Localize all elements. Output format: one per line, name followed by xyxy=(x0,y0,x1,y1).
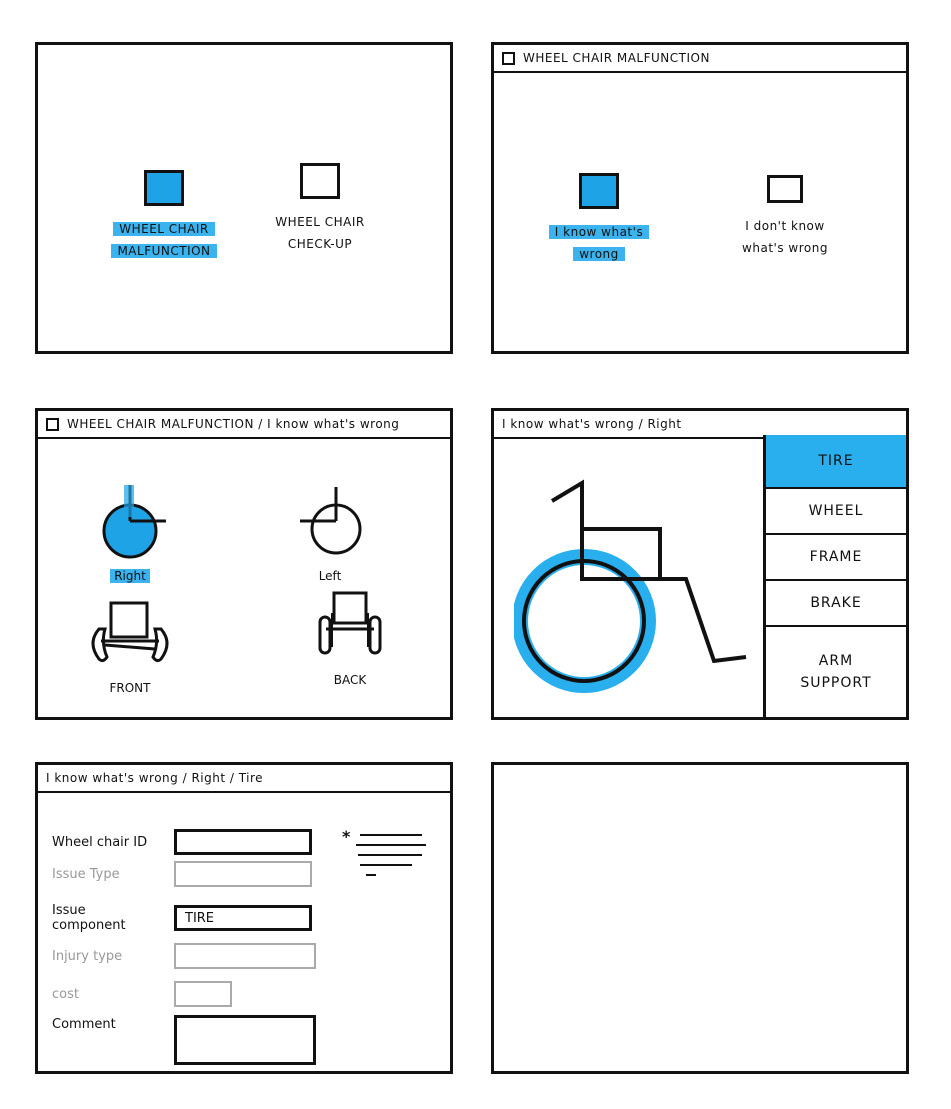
check-up-label-line2: CHECK-UP xyxy=(287,237,353,251)
view-right[interactable] xyxy=(80,481,180,584)
right-view-icon xyxy=(90,481,170,565)
panel-5-breadcrumb: I know what's wrong / Right / Tire xyxy=(46,771,264,785)
row-comment xyxy=(52,1015,316,1065)
panel-4-breadcrumb: I know what's wrong / Right xyxy=(502,417,682,431)
row-issue-type xyxy=(52,861,312,887)
know-checkbox[interactable] xyxy=(579,173,619,209)
panel-3-breadcrumb: WHEEL CHAIR MALFUNCTION / I know what's wrong xyxy=(67,417,400,431)
header-checkbox-icon[interactable] xyxy=(46,418,59,431)
row-wheel-chair-id xyxy=(52,829,312,855)
left-view-icon xyxy=(290,481,370,565)
know-label-line2: wrong xyxy=(573,247,625,261)
view-back-label: BACK xyxy=(333,673,367,687)
check-up-checkbox[interactable] xyxy=(300,163,340,199)
panel-3-views xyxy=(35,408,453,720)
panel-2-breadcrumb: WHEEL CHAIR MALFUNCTION xyxy=(523,51,710,65)
row-cost xyxy=(52,981,232,1007)
malfunction-checkbox[interactable] xyxy=(144,170,184,206)
malfunction-label-line1: WHEEL CHAIR xyxy=(113,222,215,236)
arm-support-line1: ARM xyxy=(818,653,854,669)
comment-label: Comment xyxy=(52,1017,116,1032)
panel-3-header xyxy=(38,411,450,439)
notes-lines-icon xyxy=(352,831,432,881)
row-injury-type xyxy=(52,943,316,969)
comment-textarea[interactable] xyxy=(174,1015,316,1065)
issue-component-label-line2: component xyxy=(52,918,126,933)
option-wheel-chair-malfunction[interactable] xyxy=(104,170,224,262)
view-back[interactable] xyxy=(300,589,400,688)
know-label-line1: I know what's xyxy=(549,225,649,239)
panel-5-form xyxy=(35,762,453,1074)
cost-label: cost xyxy=(52,986,79,1002)
view-left[interactable] xyxy=(280,481,380,584)
issue-component-input[interactable]: TIRE xyxy=(174,905,312,931)
header-checkbox-icon[interactable] xyxy=(502,52,515,65)
issue-type-label: Issue Type xyxy=(52,866,120,882)
panel-5-header xyxy=(38,765,450,793)
panel-2-header xyxy=(494,45,906,73)
dont-know-label-line2: what's wrong xyxy=(742,241,828,255)
row-issue-component xyxy=(52,903,312,933)
menu-item-arm-support[interactable] xyxy=(766,627,906,717)
front-view-icon xyxy=(85,597,175,677)
back-view-icon xyxy=(310,589,390,669)
arm-support-line2: SUPPORT xyxy=(800,675,872,691)
option-dont-know-whats-wrong[interactable] xyxy=(710,175,860,259)
issue-component-label-line1: Issue xyxy=(52,903,86,918)
panel-6-empty xyxy=(491,762,909,1074)
cost-input[interactable] xyxy=(174,981,232,1007)
option-know-whats-wrong[interactable] xyxy=(524,173,674,265)
issue-type-input[interactable] xyxy=(174,861,312,887)
view-front[interactable] xyxy=(80,597,180,696)
injury-type-label: Injury type xyxy=(52,948,123,964)
component-menu xyxy=(763,435,906,717)
menu-item-frame[interactable]: FRAME xyxy=(766,535,906,581)
dont-know-checkbox[interactable] xyxy=(767,175,803,203)
option-wheel-chair-check-up[interactable] xyxy=(260,163,380,255)
panel-2-know-issue xyxy=(491,42,909,354)
view-left-label: Left xyxy=(318,569,342,583)
menu-item-tire[interactable]: TIRE xyxy=(766,435,906,489)
check-up-label-line1: WHEEL CHAIR xyxy=(275,215,365,229)
menu-item-wheel[interactable]: WHEEL xyxy=(766,489,906,535)
wheel-chair-id-label: Wheel chair ID xyxy=(52,834,148,850)
panel-4-header xyxy=(494,411,766,439)
view-right-label: Right xyxy=(110,569,150,583)
view-front-label: FRONT xyxy=(109,681,151,695)
malfunction-label-line2: MALFUNCTION xyxy=(111,244,216,258)
injury-type-input[interactable] xyxy=(174,943,316,969)
dont-know-label-line1: I don't know xyxy=(745,219,825,233)
panel-4-components xyxy=(491,408,909,720)
issue-component-label xyxy=(52,903,174,933)
panel-1-home xyxy=(35,42,453,354)
menu-item-brake[interactable]: BRAKE xyxy=(766,581,906,627)
wheelchair-diagram-icon xyxy=(514,471,754,701)
note-marker: * xyxy=(342,827,351,846)
wheel-chair-id-input[interactable] xyxy=(174,829,312,855)
